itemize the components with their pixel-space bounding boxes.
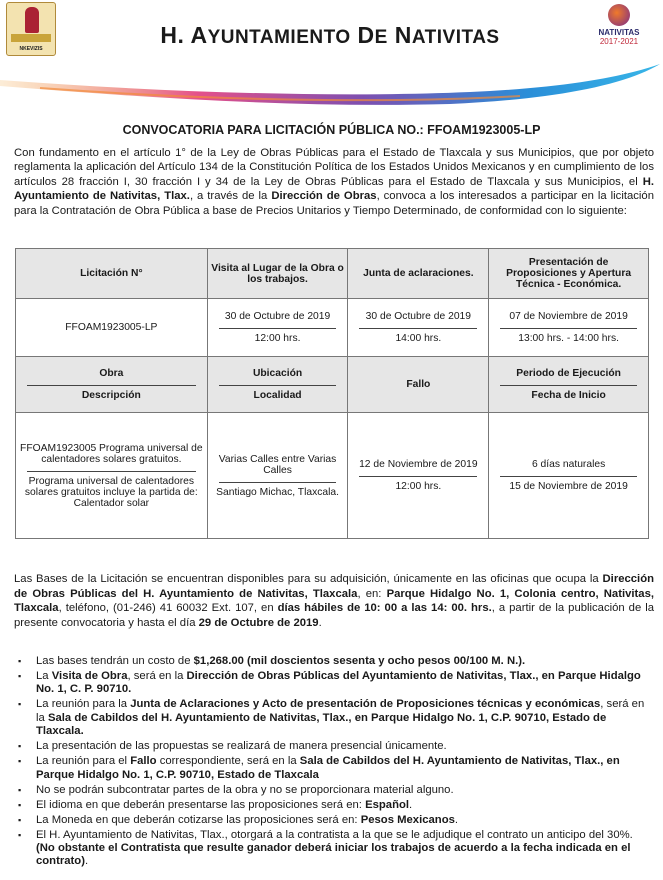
obra-text: FFOAM1923005 Programa universal de calentadores solares gratuitos. [20,442,203,465]
item-bold: $1,268.00 (mil doscientos sesenta y ocho pesos 00/100 M. N.). [193,655,526,667]
divider [219,385,337,386]
divider [359,476,477,477]
item-bold: Español [365,798,410,811]
list-item [14,755,654,782]
list-item [14,670,654,697]
intro-text-1: Con fundamento en el artículo 1° de la Ley de Obras Públicas para el Estado de Tlaxcala y sus Municipios, que por objeto reglamenta la aplicación del Artículo 134 de la Constitución Política de los Estados Unidos Mexicanos y en cumplimiento de los artículos 28 fracción I, 30 fracción I y 34 de la Ley de Obras Públicas para el Estado de Tlaxcala y sus Municipios, el [14,147,654,188]
title-e: E [374,27,388,48]
header-licitacion: Licitación N° [16,249,208,299]
divider [219,328,337,329]
header-junta: Junta de aclaraciones. [348,249,489,299]
junta-cell [348,299,489,357]
bases-text-5: . [318,616,322,629]
licitacion-table [15,248,649,539]
ubicacion-text: Varias Calles entre Varias Calles [218,453,337,476]
bases-bold-3: días hábiles de 10: 00 a las 14: 00. hrs. [277,602,492,615]
presentacion-fecha: 07 de Noviembre de 2019 [509,311,628,322]
header-fallo: Fallo [348,357,489,413]
item-text: , será en la [36,698,645,724]
item-text: . [454,813,459,826]
divider [500,385,637,386]
bases-bold-2: Parque Hidalgo No. 1, Colonia centro, Nativitas, Tlaxcala [14,587,654,615]
item-text: correspondiente, será en la [156,755,300,768]
bases-text-1: Las Bases de la Licitación se encuentran disponibles para su adquisición, únicamente en las oficinas que ocupa la [14,573,603,585]
header-descripcion: Descripción [81,390,141,401]
header-visita: Visita al Lugar de la Obra o los trabajos. [207,249,348,299]
junta-fecha: 30 de Octubre de 2019 [365,311,471,322]
list-item [14,655,654,668]
divider [219,482,337,483]
header-fecha-inicio: Fecha de Inicio [531,390,606,401]
fallo-cell [348,413,489,539]
divider [500,476,637,477]
obra-cell [16,413,208,539]
item-text: El H. Ayuntamiento de Nativitas, Tlax., otorgará a la contratista a la que se le adjudique el contrato un anticipo del 30%. [36,828,633,841]
header-periodo: Periodo de Ejecución [516,368,621,379]
presentacion-hora: 13:00 hrs. - 14:00 hrs. [518,333,619,344]
item-text: El idioma en que deberán presentarse las proposiciones será en: [36,798,366,811]
item-text: La Moneda en que deberán cotizarse las proposiciones será en: [36,813,361,826]
divider [500,328,637,329]
item-bold: Pesos Mexicanos [360,813,455,826]
logo-right-name: NATIVITAS [598,28,640,37]
header-obra-descripcion [16,357,208,413]
divider [359,328,477,329]
item-text: La reunión para el [36,755,131,768]
item-bold: Visita de Obra [51,670,128,682]
item-bold: Junta de Aclaraciones y Acto de presentación de Proposiciones técnicas y económicas [130,698,601,711]
list-item [14,814,654,827]
list-item [14,698,654,738]
bases-bold-4: 29 de Octubre de 2019 [198,616,319,629]
item-bold: Fallo [130,755,157,768]
item-bold: (No obstante el Contratista que resulte ganador deberá iniciar los trabajos de acuerdo a la fecha indicada en el contrato) [36,842,631,868]
item-bold: Sala de Cabildos del H. Ayuntamiento de Nativitas, Tlax., en Parque Hidalgo No. 1, C.P. 90710, Estado de Tlaxcala. [36,711,607,738]
nativitas-mark-icon [608,4,630,26]
header-localidad: Localidad [253,390,302,401]
item-text: La presentación de las propuestas se realizará de manera presencial únicamente. [36,740,447,753]
list-item [14,799,654,812]
title-a: A [190,22,208,48]
title-h: H. [160,22,185,48]
intro-bold-2: Dirección de Obras [271,190,377,203]
figure-icon [25,7,39,33]
fallo-hora: 12:00 hrs. [395,481,442,492]
junta-hora: 14:00 hrs. [395,333,442,344]
bases-text-2: , en: [357,587,387,600]
page-title [80,22,580,49]
header-ubicacion: Ubicación [252,368,303,379]
bases-text-4: , a partir de la publicación de la presente convocatoria y hasta el día [14,602,654,629]
municipal-coat-of-arms-logo [6,2,56,56]
item-text: La reunión para la [36,698,131,711]
logo-right-years: 2017-2021 [599,37,639,46]
item-text: . [84,855,89,868]
header-obra: Obra [99,368,124,379]
intro-text-3: , convoca a los interesados a participar en la licitación para la Contratación de Obra Pública a base de Precios Unitarios y Tiempo Determinado, de conformidad con lo siguiente: [14,190,654,217]
presentacion-cell [489,299,649,357]
descripcion-text: Programa universal de calentadores solares gratuitos incluye la partida de: Calentador solar [24,475,198,509]
item-text: La [36,670,52,682]
conditions-list [14,655,654,870]
bases-text-3: , teléfono, (01-246) 41 60032 Ext. 107, en [58,602,278,615]
ubicacion-cell [207,413,348,539]
visita-fecha: 30 de Octubre de 2019 [224,311,331,322]
fallo-fecha: 12 de Noviembre de 2019 [359,459,478,470]
visita-hora: 12:00 hrs. [254,333,301,344]
fecha-inicio-text: 15 de Noviembre de 2019 [509,481,628,492]
title-yuntamiento: YUNTAMIENTO [207,27,351,48]
list-item [14,740,654,753]
header-periodo-fecha [489,357,649,413]
licitacion-number: FFOAM1923005-LP [16,299,208,357]
intro-bold-1: H. Ayuntamiento de Nativitas, Tlax. [14,175,654,203]
convocatoria-title: CONVOCATORIA PARA LICITACIÓN PÚBLICA NO.: FFOAM1923005-LP [122,123,541,137]
decorative-swoosh [0,58,663,108]
title-ativitas: ATIVITAS [411,27,500,48]
divider [27,385,196,386]
header-ubicacion-localidad [207,357,348,413]
localidad-text: Santiago Michac, Tlaxcala. [216,486,339,498]
periodo-text: 6 días naturales [531,459,606,470]
intro-text-2: , a través de la [189,190,272,203]
header-presentacion: Presentación de Proposiciones y Apertura Técnica - Económica. [489,249,649,299]
divider [27,471,196,472]
bases-bold-1: Dirección de Obras Públicas del H. Ayuntamiento de Nativitas, Tlaxcala [14,573,654,600]
list-item [14,784,654,797]
item-bold: Sala de Cabildos del H. Ayuntamiento de Nativitas, Tlax., en Parque Hidalgo No. 1, C.P. 90710, Estado de Tlaxcala [36,755,620,781]
logo-caption: NKEVIZIS [19,46,43,52]
item-bold: Dirección de Obras Públicas del Ayuntamiento de Nativitas, Tlax., en Parque Hidalgo No. 1, C. P. 90710. [36,670,641,696]
intro-paragraph [14,146,654,218]
logo-band [11,34,51,42]
periodo-cell [489,413,649,539]
item-text: No se podrán subcontratar partes de la obra y no se proporcionara material alguno. [36,783,454,796]
list-item [14,829,654,869]
item-text: , será en la [127,670,187,682]
item-text: Las bases tendrán un costo de [36,655,194,667]
title-d: D [357,22,375,48]
title-n: N [394,22,412,48]
item-text: . [409,798,413,811]
bases-paragraph [14,572,654,630]
nativitas-administration-logo [593,4,645,46]
visita-cell [207,299,348,357]
